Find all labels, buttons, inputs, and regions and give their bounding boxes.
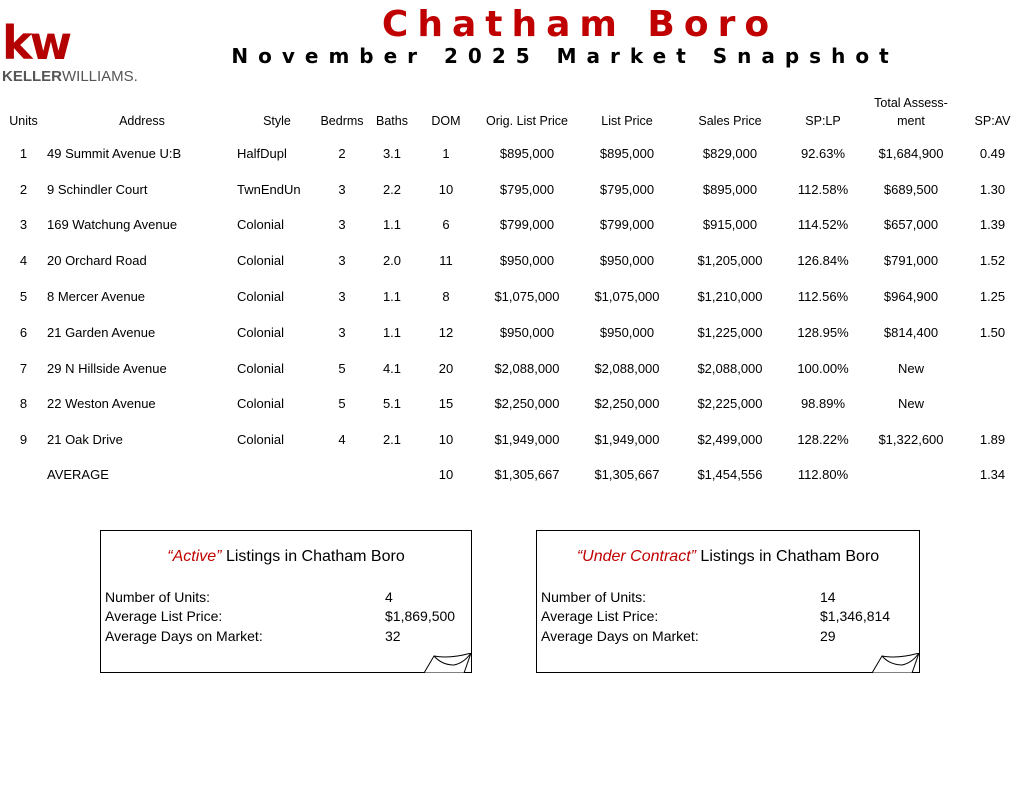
cell-dom: 10 [438,432,454,448]
cell-sales-price: $1,205,000 [697,253,763,269]
cell-list-price: $799,000 [599,217,655,233]
cell-style: Colonial [237,253,284,269]
table-row [0,279,1024,315]
cell-dom: 12 [438,324,454,340]
active-dom-label: Average Days on Market: [105,628,263,644]
cell-baths: 5.1 [382,396,402,412]
cell-list-price: $950,000 [599,324,655,340]
wordmark-keller: KELLER [2,68,62,85]
cell-list-price: $795,000 [599,181,655,197]
table-row [0,351,1024,387]
cell-bedrms: 3 [338,181,346,197]
cell-sales-price: $1,225,000 [697,324,763,340]
average-label: AVERAGE [47,467,109,483]
table-row [0,208,1024,244]
table-row [0,136,1024,172]
cell-total-assessment: $791,000 [883,253,939,269]
cell-orig-list-price: $950,000 [499,253,555,269]
cell-unit: 3 [19,217,28,233]
cell-baths: 1.1 [382,217,402,233]
cell-sp-lp: 112.58% [797,181,849,197]
cell-orig-list-price: $1,075,000 [494,289,560,305]
cell-unit: 6 [19,324,28,340]
cell-orig-list-price: $950,000 [499,324,555,340]
header-sp-lp: SP:LP [805,114,841,128]
average-orig-list-price: $1,305,667 [494,467,560,483]
under-contract-listings-panel [536,530,920,673]
cell-sp-av: 1.30 [979,181,1006,197]
cell-baths: 3.1 [382,145,402,161]
cell-unit: 7 [19,360,28,376]
sales-table [0,92,1024,492]
cell-style [237,458,317,492]
cell-unit: 9 [19,432,28,448]
cell-bedrms: 2 [338,145,346,161]
table-row [0,315,1024,351]
cell-total-assessment: $657,000 [883,217,939,233]
cell-total-assessment: New [897,360,924,376]
cell-sp-lp: 92.63% [800,145,846,161]
cell-style: TwnEndUn [237,181,301,197]
kw-logo-mark: kw [2,16,70,70]
under-contract-price-label: Average List Price: [541,608,659,624]
cell-sales-price: $2,499,000 [697,432,763,448]
cell-orig-list-price: $799,000 [499,217,555,233]
cell-bedrms: 3 [338,217,346,233]
cell-sales-price: $2,225,000 [697,396,763,412]
average-sp-lp: 112.80% [797,467,849,483]
cell-unit: 4 [19,253,28,269]
cell-address: 169 Watchung Avenue [47,217,178,233]
header-sp-av: SP:AV [974,114,1011,128]
cell-bedrms [317,458,367,492]
cell-sp-av: 0.49 [979,145,1006,161]
page-title: Chatham Boro [381,4,779,45]
cell-unit [0,458,47,492]
cell-style: HalfDupl [237,145,287,161]
under-contract-quote: “Under Contract” [576,548,696,565]
cell-list-price: $1,949,000 [594,432,660,448]
keller-williams-wordmark [2,69,138,85]
cell-list-price: $1,075,000 [594,289,660,305]
cell-dom: 10 [438,181,454,197]
cell-sp-av: 1.50 [979,324,1006,340]
cell-baths: 2.2 [382,181,402,197]
average-sp-av: 1.34 [979,467,1006,483]
cell-baths: 1.1 [382,289,402,305]
cell-sales-price: $829,000 [702,145,758,161]
header-sales-price: Sales Price [698,114,762,128]
cell-sp-lp: 100.00% [797,360,849,376]
cell-baths: 4.1 [382,360,402,376]
under-contract-units-label: Number of Units: [541,589,647,605]
cell-orig-list-price: $2,088,000 [494,360,560,376]
cell-sales-price: $2,088,000 [697,360,763,376]
cell-bedrms: 5 [338,396,346,412]
cell-dom: 15 [438,396,454,412]
page-curl-icon [872,653,920,673]
cell-address: 9 Schindler Court [47,181,148,197]
active-listings-panel [100,530,472,673]
cell-dom: 11 [439,253,453,269]
header-style: Style [263,114,291,128]
header-dom: DOM [431,114,461,128]
cell-unit: 8 [19,396,28,412]
active-price-label: Average List Price: [105,608,223,624]
cell-list-price: $2,088,000 [594,360,660,376]
header-bedrms: Bedrms [320,114,364,128]
header-total-assessment [861,92,961,136]
cell-unit: 1 [19,145,28,161]
cell-style: Colonial [237,396,284,412]
active-listings-title [101,548,471,566]
under-contract-title-rest: Listings in Chatham Boro [695,548,880,565]
table-row [0,172,1024,208]
cell-sp-lp: 128.22% [797,432,849,448]
cell-sp-lp: 128.95% [797,324,849,340]
header-orig-list-price: Orig. List Price [486,114,568,128]
cell-bedrms: 3 [338,253,346,269]
active-units-value: 4 [385,589,393,605]
cell-list-price: $2,250,000 [594,396,660,412]
cell-baths: 2.0 [382,253,402,269]
under-contract-dom-value: 29 [820,628,836,644]
header-list-price: List Price [601,114,653,128]
cell-list-price: $950,000 [599,253,655,269]
cell-address: 21 Oak Drive [47,432,123,448]
cell-baths: 2.1 [382,432,402,448]
cell-address: 22 Weston Avenue [47,396,156,412]
under-contract-price-value: $1,346,814 [820,608,891,624]
cell-orig-list-price: $1,949,000 [494,432,560,448]
page-subtitle: November 2025 Market Snapshot [231,44,899,68]
cell-address: 8 Mercer Avenue [47,289,146,305]
active-quote: “Active” [167,548,222,565]
header-address: Address [119,114,165,128]
cell-total-assessment: $964,900 [883,289,939,305]
cell-sp-lp: 112.56% [797,289,849,305]
table-row [0,387,1024,423]
cell-list-price: $895,000 [599,145,655,161]
cell-orig-list-price: $895,000 [499,145,555,161]
average-row [0,458,1024,492]
cell-total-assessment: $814,400 [883,324,939,340]
header-total-assessment-line2: ment [897,114,925,128]
cell-dom: 6 [442,217,450,233]
under-contract-dom-label: Average Days on Market: [541,628,699,644]
cell-sales-price: $895,000 [702,181,758,197]
cell-total-assessment: New [897,396,924,412]
active-units-label: Number of Units: [105,589,211,605]
cell-sp-lp: 114.52% [797,217,849,233]
cell-sales-price: $915,000 [702,217,758,233]
wordmark-williams: WILLIAMS. [62,68,138,85]
average-sales-price: $1,454,556 [697,467,763,483]
average-list-price: $1,305,667 [594,467,660,483]
cell-bedrms: 4 [338,432,346,448]
cell-address: 20 Orchard Road [47,253,147,269]
cell-unit: 2 [19,181,28,197]
cell-unit: 5 [19,289,28,305]
average-dom: 10 [438,467,454,483]
cell-sp-av: 1.52 [979,253,1006,269]
cell-total-assessment [861,458,961,492]
cell-style: Colonial [237,289,284,305]
cell-sp-av: 1.89 [979,432,1006,448]
cell-sp-av [961,387,1024,423]
active-price-value: $1,869,500 [385,608,456,624]
cell-sp-lp: 98.89% [800,396,846,412]
table-row [0,422,1024,458]
cell-style: Colonial [237,324,284,340]
cell-dom: 20 [438,360,454,376]
header-total-assessment-line1: Total Assess- [874,96,948,110]
cell-total-assessment: $1,684,900 [878,145,944,161]
cell-sp-av [961,351,1024,387]
active-dom-value: 32 [385,628,401,644]
cell-orig-list-price: $2,250,000 [494,396,560,412]
table-row [0,243,1024,279]
cell-dom: 8 [442,289,450,305]
cell-address: 29 N Hillside Avenue [47,360,167,376]
under-contract-title [537,548,919,566]
cell-total-assessment: $689,500 [883,181,939,197]
cell-bedrms: 3 [338,324,346,340]
cell-baths [367,458,417,492]
cell-style: Colonial [237,360,284,376]
cell-bedrms: 3 [338,289,346,305]
cell-bedrms: 5 [338,360,346,376]
cell-address: 21 Garden Avenue [47,324,156,340]
cell-total-assessment: $1,322,600 [878,432,944,448]
page-curl-icon [424,653,472,673]
header-baths: Baths [376,114,408,128]
cell-dom: 1 [442,145,450,161]
active-title-rest: Listings in Chatham Boro [221,548,405,565]
cell-sp-lp: 126.84% [797,253,849,269]
cell-sp-av: 1.39 [979,217,1006,233]
cell-style: Colonial [237,432,284,448]
cell-style: Colonial [237,217,284,233]
under-contract-units-value: 14 [820,589,836,605]
cell-orig-list-price: $795,000 [499,181,555,197]
header-units: Units [9,114,38,128]
cell-baths: 1.1 [382,324,402,340]
keller-williams-logo [2,16,152,90]
cell-address: 49 Summit Avenue U:B [47,145,182,161]
table-header-row [0,92,1024,136]
cell-sp-av: 1.25 [979,289,1006,305]
cell-sales-price: $1,210,000 [697,289,763,305]
